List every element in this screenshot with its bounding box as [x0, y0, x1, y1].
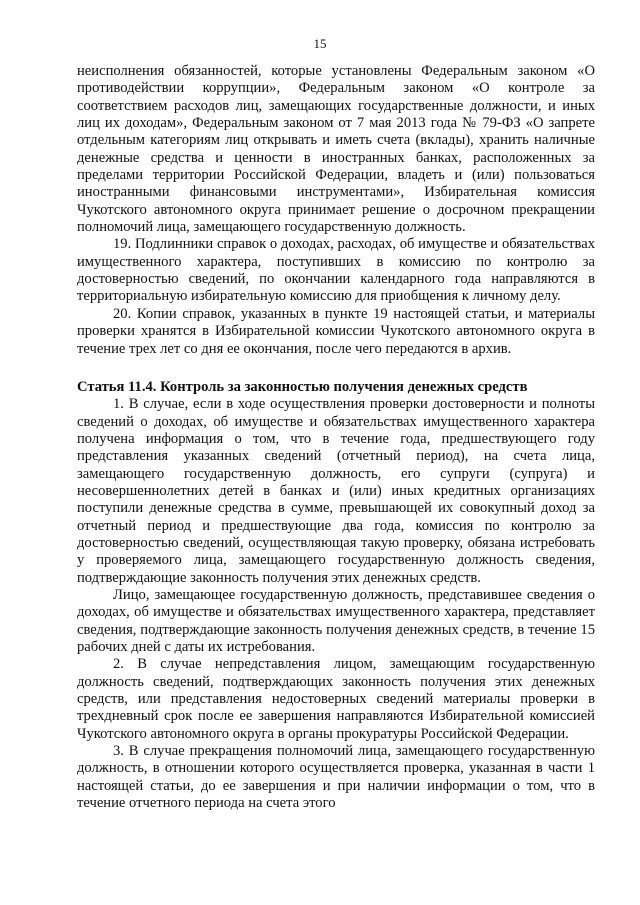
paragraph-continuation: неисполнения обязанностей, которые установлены Федеральным законом «О противодействии коррупции», Федеральным законом «О контроле за соответствием расходов лиц, замещающих государственные должности, и иных лиц их доходам», Федеральным законом от 7 мая 2013 года № 79-ФЗ «О запрете отдельным категориям лиц открывать и иметь счета (вклады), хранить наличные денежные средства и ценности в иностранных банках, расположенных за пределами территории Российской Федерации, владеть и (или) пользоваться иностранными финансовыми инструментами», Избирательная комиссия Чукотского автономного округа принимает решение о досрочном прекращении полномочий лица, замещающего государственную должность. [77, 63, 595, 236]
paragraph-article-part-2: 2. В случае непредставления лицом, замещающим государственную должность сведений, подтверждающих законность получения этих денежных средств, или представления недостоверных сведений материалы проверки в трехдневный срок после ее завершения направляются Избирательной комиссией Чукотского автономного округа в органы прокуратуры Российской Федерации. [77, 656, 595, 742]
document-body [77, 63, 595, 812]
paragraph-article-part-1: 1. В случае, если в ходе осуществления проверки достоверности и полноты сведений о доходах, об имуществе и обязательствах имущественного характера получена информация о том, что в течение года, предшествующего году представления указанных сведений (отчетный период), на счета лица, замещающего государственную должность, его супруги (супруга) и несовершеннолетних детей в банках и (или) иных кредитных организациях поступили денежные средства в сумме, превышающей их совокупный доход за отчетный период и предшествующие два года, комиссия по контролю за достоверностью сведений, осуществляющая такую проверку, обязана истребовать у проверяемого лица, замещающего государственную должность сведения, подтверждающие законность получения этих денежных средств. [77, 396, 595, 586]
paragraph-item-20: 20. Копии справок, указанных в пункте 19 настоящей статьи, и материалы проверки хранятся в Избирательной комиссии Чукотского автономного округа в течение трех лет со дня ее окончания, после чего передаются в архив. [77, 305, 595, 357]
article-heading: Статья 11.4. Контроль за законностью получения денежных средств [77, 378, 528, 395]
paragraph-article-part-1-cont: Лицо, замещающее государственную должность, представившее сведения о доходах, об имуществе и обязательствах имущественного характера, представляет сведения, подтверждающие законность получения денежных средств, в течение 15 рабочих дней с даты их истребования. [77, 586, 595, 655]
paragraph-item-19: 19. Подлинники справок о доходах, расходах, об имуществе и обязательствах имущественного характера, поступивших в комиссию по контролю за достоверностью сведений, по окончании календарного года направляются в территориальную избирательную комиссию для приобщения к личному делу. [77, 236, 595, 305]
page-number: 15 [313, 36, 327, 51]
paragraph-article-part-3: 3. В случае прекращения полномочий лица, замещающего государственную должность, в отношении которого осуществляется проверка, указанная в части 1 настоящей статьи, до ее завершения и при наличии информации о том, что в течение отчетного периода на счета этого [77, 743, 595, 812]
